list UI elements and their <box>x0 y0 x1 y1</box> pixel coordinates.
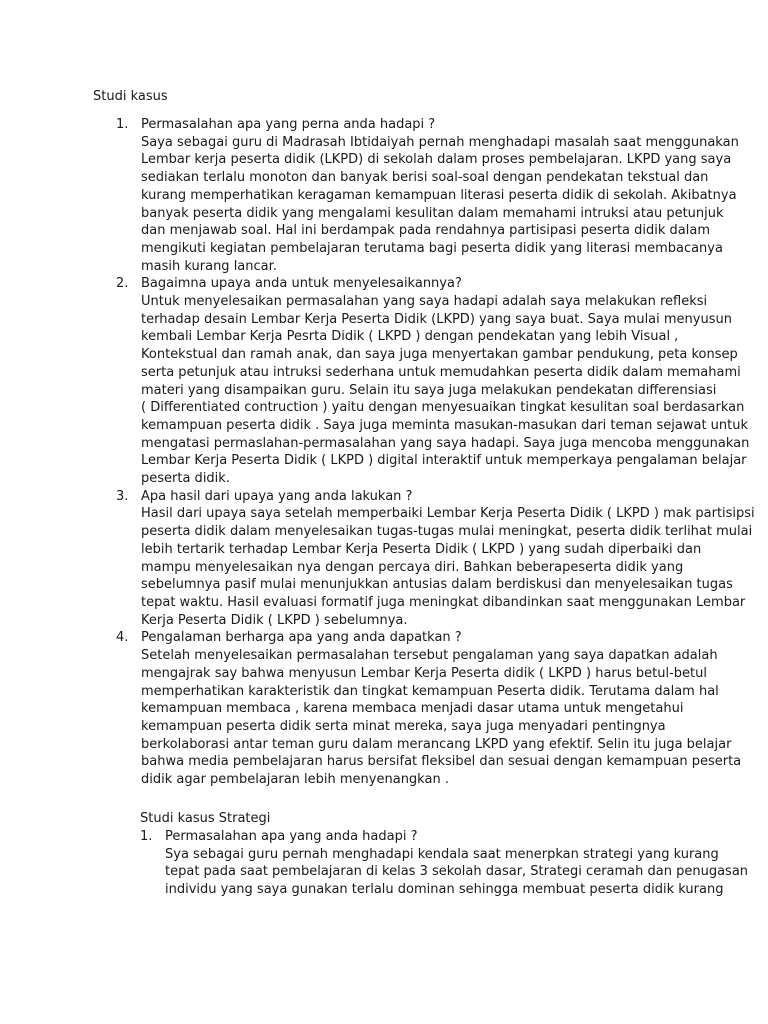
item-number: 4. <box>116 630 129 646</box>
item-answer <box>141 293 755 488</box>
item-answer <box>165 846 748 899</box>
answer-line: Setelah menyelesaikan permasalahan tersebut pengalaman yang saya dapatkan adalah <box>141 648 718 664</box>
answer-line: Kontekstual dan ramah anak, dan saya juga menyertakan gambar pendukung, peta konsep <box>141 347 738 363</box>
answer-line: dan menjawab soal. Hal ini berdampak pada rendahnya partisipasi peserta didik dalam <box>141 223 710 239</box>
item-answer <box>141 134 755 276</box>
answer-line: sebelumnya pasif mulai menunjukkan antusias dalam berdiskusi dan menyelesaikan tugas <box>141 577 733 593</box>
answer-line: Lembar Kerja Peserta Didik ( LKPD ) digital interaktif untuk memperkaya pengalaman belajar <box>141 453 747 469</box>
item-number: 1. <box>116 117 129 132</box>
answer-line: Untuk menyelesaikan permasalahan yang saya hadapi adalah saya melakukan refleksi <box>141 294 708 310</box>
answer-line: kemampuan membaca , karena membaca menjadi dasar utama untuk mengetahui <box>141 701 684 717</box>
answer-line: kemampuan peserta didik serta minat mereka, saya juga menyadari pentingnya <box>141 718 666 734</box>
answer-line: mengatasi permaslahan-permasalahan yang saya hadapi. Saya juga mencoba menggunakan <box>141 435 750 451</box>
list-item <box>116 629 755 788</box>
item-number: 1. <box>140 829 153 844</box>
answer-line: kemampuan peserta didik . Saya juga meminta masukan-masukan dari teman sejawat untuk <box>141 417 749 433</box>
answer-line: ( Differentiated contruction ) yaitu dengan menyesuaikan tingkat kesulitan soal berdasarkan <box>141 400 745 416</box>
answer-line: memperhatikan karakteristik dan tingkat kemampuan Peserta didik. Terutama dalam hal <box>141 683 719 699</box>
item-answer <box>141 647 755 789</box>
answer-line: tepat pada saat pembelajaran di kelas 3 sekolah dasar, Strategi ceramah dan penugasan <box>165 864 749 880</box>
case-study-list <box>116 116 755 789</box>
answer-line: materi yang disampaikan guru. Selain itu saya juga melakukan pendekatan differensiasi <box>141 382 717 398</box>
answer-line: peserta didik. <box>141 471 230 487</box>
answer-line: Kerja Peserta Didik ( LKPD ) sebelumnya. <box>141 612 408 628</box>
item-question: Pengalaman berharga apa yang anda dapatkan ? <box>141 630 462 646</box>
answer-line: didik agar pembelajaran lebih menyenangkan . <box>141 772 449 788</box>
answer-line: sediakan terlalu monoton dan banyak berisi soal-soal dengan pendekatan tekstual dan <box>141 170 709 186</box>
answer-line: berkolaborasi antar teman guru dalam merancang LKPD yang efektif. Selin itu juga belajar <box>141 736 732 752</box>
answer-line: bahwa media pembelajaran harus bersifat fleksibel dan sesuai dengan kemampuan peserta <box>141 754 742 770</box>
answer-line: kurang memperhatikan keragaman kemampuan literasi peserta didik di sekolah. Akibatnya <box>141 187 737 203</box>
answer-line: mengikuti kegiatan pembelajaran terutama bagi peserta didik yang literasi membacanya <box>141 240 723 256</box>
list-item <box>116 116 755 275</box>
answer-line: individu yang saya gunakan terlalu dominan sehingga membuat peserta didik kurang <box>165 882 724 898</box>
list-item <box>116 275 755 487</box>
answer-line: Lembar kerja peserta didik (LKPD) di sekolah dalam proses pembelajaran. LKPD yang saya <box>141 152 732 168</box>
answer-line: tepat waktu. Hasil evaluasi formatif juga meningkat dibandinkan saat menggunakan Lembar <box>141 594 746 610</box>
answer-line: peserta didik dalam menyelesaikan tugas-tugas mulai meningkat, peserta didik terlihat mulai <box>141 524 753 540</box>
answer-line: masih kurang lancar. <box>141 258 277 274</box>
item-question: Permasalahan apa yang anda hadapi ? <box>165 829 418 844</box>
answer-line: Hasil dari upaya saya setelah memperbaiki Lembar Kerja Peserta Didik ( LKPD ) mak partisipsi <box>141 506 755 522</box>
list-item <box>116 488 755 630</box>
answer-line: Sya sebagai guru pernah menghadapi kendala saat menerpkan strategi yang kurang <box>165 846 719 862</box>
answer-line: mampu menyelesaikan nya dengan percaya diri. Bahkan beberapeserta didik yang <box>141 559 684 575</box>
answer-line: Saya sebagai guru di Madrasah Ibtidaiyah pernah menghadapi masalah saat menggunakan <box>141 134 739 150</box>
item-number: 2. <box>116 276 129 292</box>
answer-line: serta petunjuk atau intruksi sederhana untuk memudahkan peserta didik dalam memahami <box>141 364 741 380</box>
item-question: Bagaimna upaya anda untuk menyelesaikannya? <box>141 276 462 292</box>
item-question: Permasalahan apa yang perna anda hadapi ? <box>141 117 436 132</box>
answer-line: banyak peserta didik yang mengalami kesulitan dalam memahami intruksi atau petunjuk <box>141 205 724 221</box>
answer-line: kembali Lembar Kerja Pesrta Didik ( LKPD ) dengan pendekatan yang lebih Visual , <box>141 329 679 345</box>
list-item <box>140 828 748 899</box>
answer-line: mengajrak say bahwa menyusun Lembar Kerja Peserta didik ( LKPD ) harus betul-betul <box>141 665 707 681</box>
section-title: Studi kasus <box>93 89 168 104</box>
strategy-case-list <box>140 828 748 899</box>
answer-line: terhadap desain Lembar Kerja Peserta Didik (LKPD) yang saya buat. Saya mulai menyusun <box>141 311 732 327</box>
item-number: 3. <box>116 488 129 504</box>
answer-line: lebih tertarik terhadap Lembar Kerja Peserta Didik ( LKPD ) yang sudah diperbaiki dan <box>141 541 702 557</box>
item-question: Apa hasil dari upaya yang anda lakukan ? <box>141 488 413 504</box>
section-title-strategy: Studi kasus Strategi <box>140 811 271 826</box>
item-answer <box>141 505 755 629</box>
